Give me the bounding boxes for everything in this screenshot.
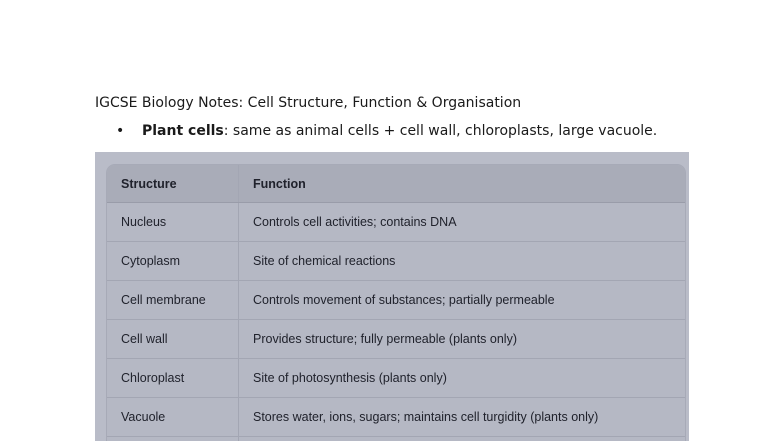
table-row [107,320,685,359]
bullet-marker: • [116,123,125,139]
bullet-item [116,122,657,140]
structure-cell-empty [107,437,239,441]
table-row [107,203,685,242]
table-row [107,359,685,398]
function-cell: Provides structure; fully permeable (plants only) [239,320,686,359]
table-row [107,242,685,281]
structure-cell: Cytoplasm [107,242,239,281]
header-function: Function [239,165,686,203]
function-cell: Site of photosynthesis (plants only) [239,359,686,398]
function-cell-empty [239,437,686,441]
structure-cell: Vacuole [107,398,239,437]
table-frame [106,164,686,441]
structure-cell: Cell wall [107,320,239,359]
function-cell: Controls movement of substances; partially permeable [239,281,686,320]
table-header-row [107,165,685,203]
table-row-partial [107,437,685,441]
bullet-text: : same as animal cells + cell wall, chloroplasts, large vacuole. [223,123,658,139]
function-cell: Site of chemical reactions [239,242,686,281]
structure-cell: Cell membrane [107,281,239,320]
document-title: IGCSE Biology Notes: Cell Structure, Function & Organisation [95,95,522,111]
structure-cell: Chloroplast [107,359,239,398]
header-structure: Structure [107,165,239,203]
structure-cell: Nucleus [107,203,239,242]
table-row [107,398,685,437]
table-row [107,281,685,320]
function-cell: Controls cell activities; contains DNA [239,203,686,242]
cell-structure-table [107,165,685,441]
function-cell: Stores water, ions, sugars; maintains cell turgidity (plants only) [239,398,686,437]
table-screenshot [95,152,689,441]
bullet-term: Plant cells [142,123,224,139]
